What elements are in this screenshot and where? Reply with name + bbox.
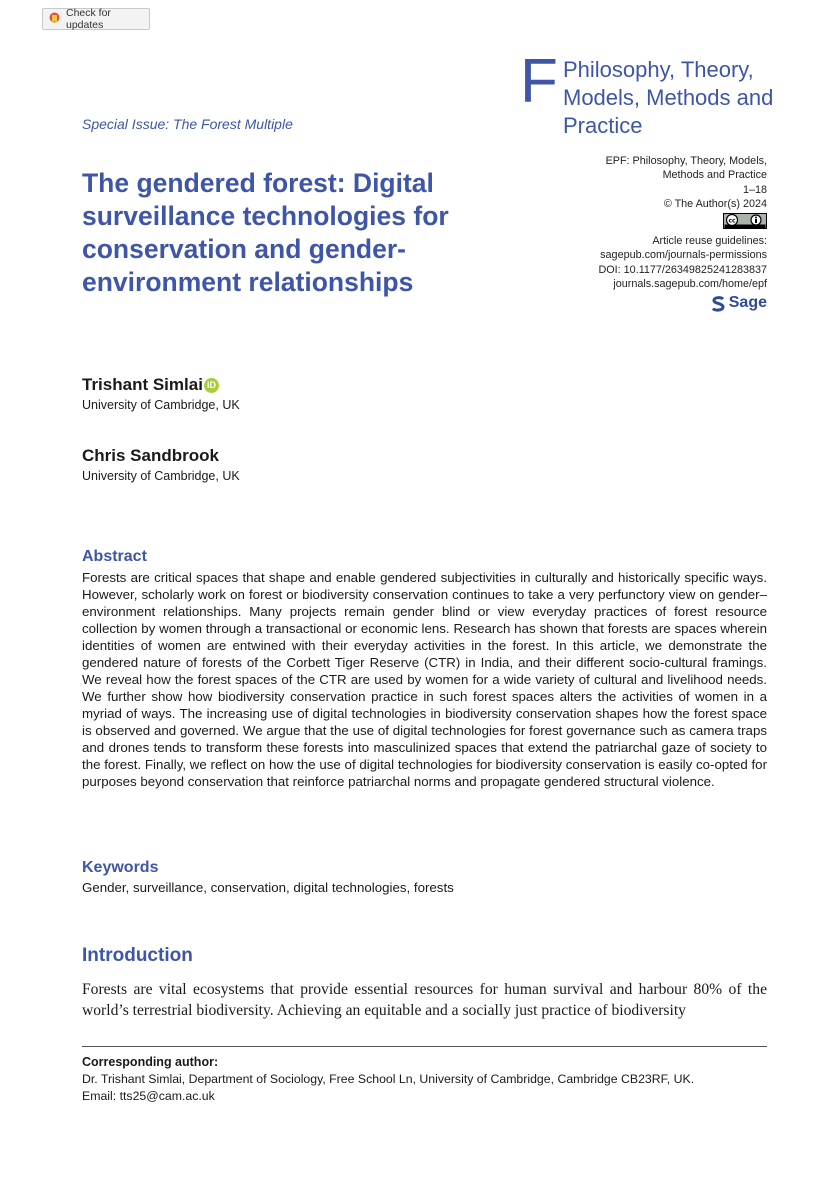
journal-line-2: Methods and Practice — [662, 169, 767, 182]
reuse-label: Article reuse guidelines: — [652, 235, 767, 248]
journal-link[interactable]: journals.sagepub.com/home/epf — [613, 278, 767, 291]
page-range: 1–18 — [742, 183, 767, 196]
journal-line-1: EPF: Philosophy, Theory, Models, — [605, 155, 767, 167]
author-affiliation-1: University of Cambridge, UK — [82, 398, 240, 412]
author-affiliation-2: University of Cambridge, UK — [82, 469, 240, 483]
publisher-name: Sage — [728, 294, 767, 312]
keywords-heading: Keywords — [82, 859, 159, 876]
cc-by-icon — [723, 213, 767, 229]
article-title: The gendered forest: Digital surveillance technologies for conservation and gender-environment relationships — [82, 168, 449, 297]
reuse-link[interactable]: sagepub.com/journals-permissions — [600, 249, 767, 262]
abstract-text: Forests are critical spaces that shape and enable gendered subjectivities in culturally and historically specific ways. However, scholarly work on forest or biodiversity conservation continues to take a very perfunctory view on gender–environment relationships. Many projects remain gender blind or view everyday practices of forest resource collection by women through a transactional or economic lens. Research has shown that forests are spaces wherein identities of women are entwined with their everyday activities in the forest. In this article, we demonstrate the gendered nature of forests of the Corbett Tiger Reserve (CTR) in India, and their different socio-cultural framings. We reveal how the forest spaces of the CTR are used by women for a wide variety of cultural and livelihood needs. We further show how biodiversity conservation practice in such forest spaces alters the activities of women in a myriad of ways. The increasing use of digital technologies in biodiversity conservation shapes how the forest space is observed and governed. We argue that the use of digital technologies for forest governance such as camera traps and drones tends to transform these forests into masculinized spaces that extend the patriarchal gaze of society to the forest. Finally, we reflect on how the use of digital technologies for biodiversity conservation is easily co-opted for purposes beyond conservation that reinforce patriarchal norms and propagate gendered structural violence. — [82, 570, 767, 789]
corresponding-author-email[interactable]: Email: tts25@cam.ac.uk — [82, 1089, 215, 1103]
svg-text:cc: cc — [728, 216, 736, 224]
check-for-updates-label: Check for updates — [66, 7, 111, 31]
abstract-heading: Abstract — [82, 548, 147, 565]
article-metadata — [527, 154, 767, 316]
keywords-text: Gender, surveillance, conservation, digital technologies, forests — [82, 880, 454, 895]
journal-name: Philosophy, Theory, Models, Methods and Practice — [563, 57, 774, 138]
journal-logo-icon — [520, 47, 558, 116]
introduction-heading: Introduction — [82, 945, 193, 966]
copyright: © The Author(s) 2024 — [663, 198, 767, 211]
introduction-text: Forests are vital ecosystems that provide essential resources for human survival and harbour 80% of the world’s terrestrial biodiversity. Achieving an equitable and a socially just practice of biodiversity — [82, 981, 767, 1019]
sage-s-icon — [711, 296, 725, 312]
footnote-divider — [82, 1046, 767, 1047]
corresponding-author-label: Corresponding author: — [82, 1055, 219, 1069]
check-for-updates-button[interactable] — [42, 8, 150, 30]
author-name-2: Chris Sandbrook — [82, 446, 219, 465]
corresponding-author-details — [82, 1071, 694, 1105]
corresponding-author-address: Dr. Trishant Simlai, Department of Sociology, Free School Ln, University of Cambridge, Cambridge CB23RF, UK. — [82, 1072, 695, 1086]
orcid-icon[interactable]: iD — [204, 378, 219, 393]
special-issue-label: Special Issue: The Forest Multiple — [82, 116, 293, 132]
sage-logo — [711, 296, 767, 312]
bookmark-icon — [49, 12, 60, 26]
doi-link[interactable]: DOI: 10.1177/26349825241283837 — [598, 263, 767, 276]
author-name-1: Trishant Simlai iD — [82, 375, 219, 395]
journal-logo-letter: F — [520, 47, 558, 116]
